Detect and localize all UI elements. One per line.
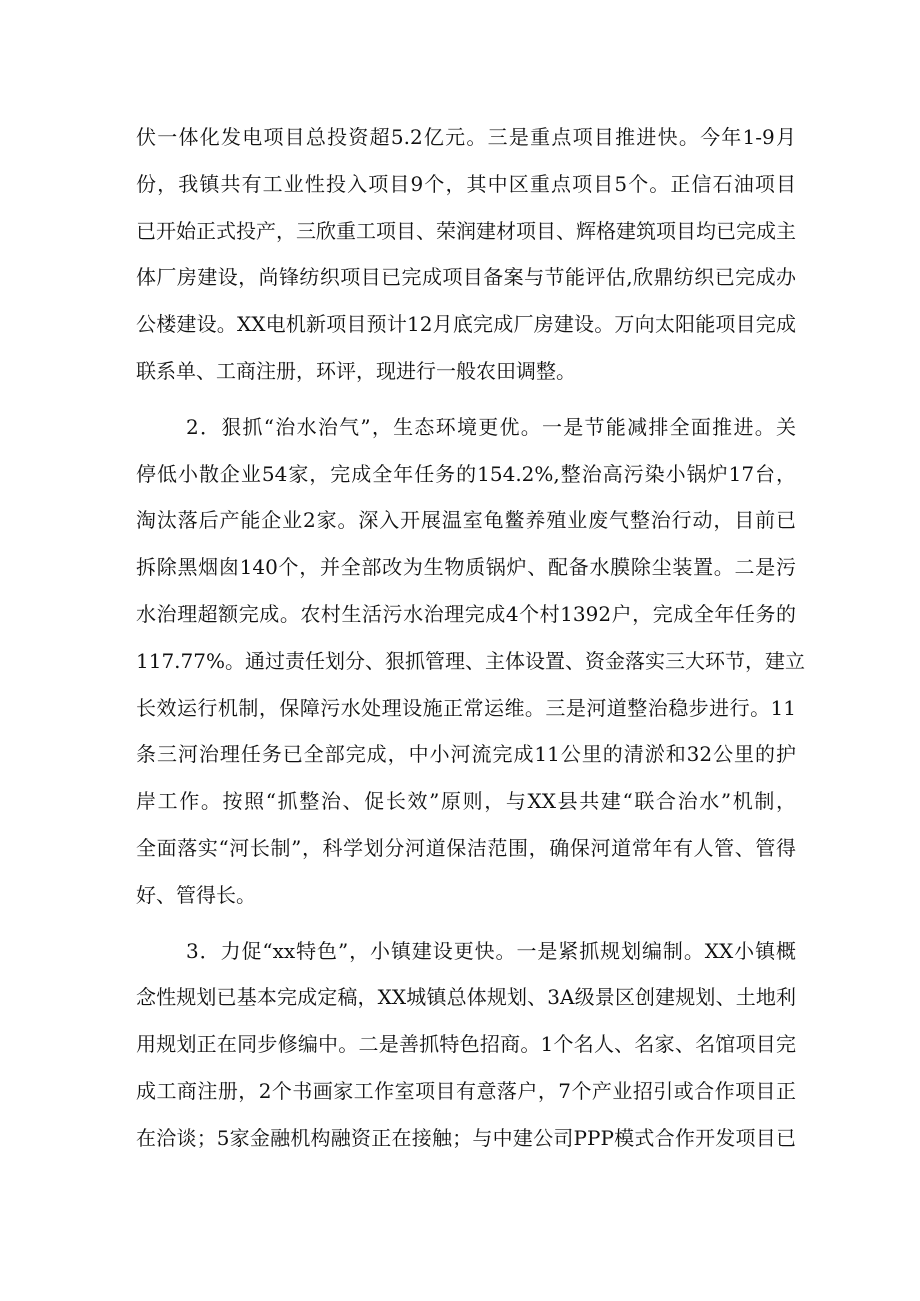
text-line: 联系单、工商注册，环评，现进行一般农田调整。: [136, 358, 576, 383]
text-line: 长效运行机制，保障污水处理设施正常运维。三是河道整治稳步进行。11: [136, 695, 796, 720]
paragraph-gap: [136, 919, 796, 928]
text-line: 117.77%。通过责任划分、狠抓管理、主体设置、资金落实三大环节，建立: [136, 648, 805, 673]
text-line: 水治理超额完成。农村生活污水治理完成4个村1392户，完成全年任务的: [136, 601, 796, 626]
text-line: 2．狠抓“治水治气”，生态环境更优。一是节能减排全面推进。关: [186, 414, 796, 439]
text-line: 在洽谈；5家金融机构融资正在接触；与中建公司PPP模式合作开发项目已: [136, 1125, 796, 1150]
text-line: 拆除黑烟囱140个，并全部改为生物质锅炉、配备水膜除尘装置。二是污: [136, 555, 796, 580]
text-line: 体厂房建设，尚锋纺织项目已完成项目备案与节能评估,欣鼎纺织已完成办: [136, 265, 796, 290]
paragraph-2: [136, 404, 805, 919]
text-line: 岸工作。按照“抓整治、促长效”原则，与XX县共建“联合治水”机制，: [136, 789, 796, 814]
text-line: 念性规划已基本完成定稿，XX城镇总体规划、3A级景区创建规划、土地利: [136, 985, 796, 1010]
paragraph-gap: [136, 395, 796, 404]
text-line: 用规划正在同步修编中。二是善抓特色招商。1个名人、名家、名馆项目完: [136, 1032, 796, 1057]
text-line: 全面落实“河长制”，科学划分河道保洁范围，确保河道常年有人管、管得: [136, 835, 796, 860]
text-line: 成工商注册，2个书画家工作室项目有意落户，7个产业招引或合作项目正: [136, 1078, 796, 1103]
text-line: 淘汰落后产能企业2家。深入开展温室龟鳖养殖业废气整治行动，目前已: [136, 508, 796, 533]
text-line: 公楼建设。XX电机新项目预计12月底完成厂房建设。万向太阳能项目完成: [136, 312, 796, 337]
text-line: 伏一体化发电项目总投资超5.2亿元。三是重点项目推进快。今年1-9月: [136, 125, 796, 149]
text-line: 3．力促“xx特色”，小镇建设更快。一是紧抓规划编制。XX小镇概: [186, 938, 796, 963]
text-line: 份，我镇共有工业性投入项目9个，其中区重点项目5个。正信石油项目: [136, 171, 796, 196]
text-line: 已开始正式投产，三欣重工项目、荣润建材项目、辉格建筑项目均已完成主: [136, 218, 796, 243]
paragraph-3: [136, 928, 796, 1162]
text-line: 停低小散企业54家，完成全年任务的154.2%,整治高污染小锅炉17台，: [136, 461, 796, 486]
text-line: 好、管得长。: [136, 882, 256, 907]
paragraph-1: [136, 114, 796, 395]
text-line: 条三河治理任务已全部完成，中小河流完成11公里的清淤和32公里的护: [136, 742, 796, 767]
body-text: [136, 114, 805, 1162]
